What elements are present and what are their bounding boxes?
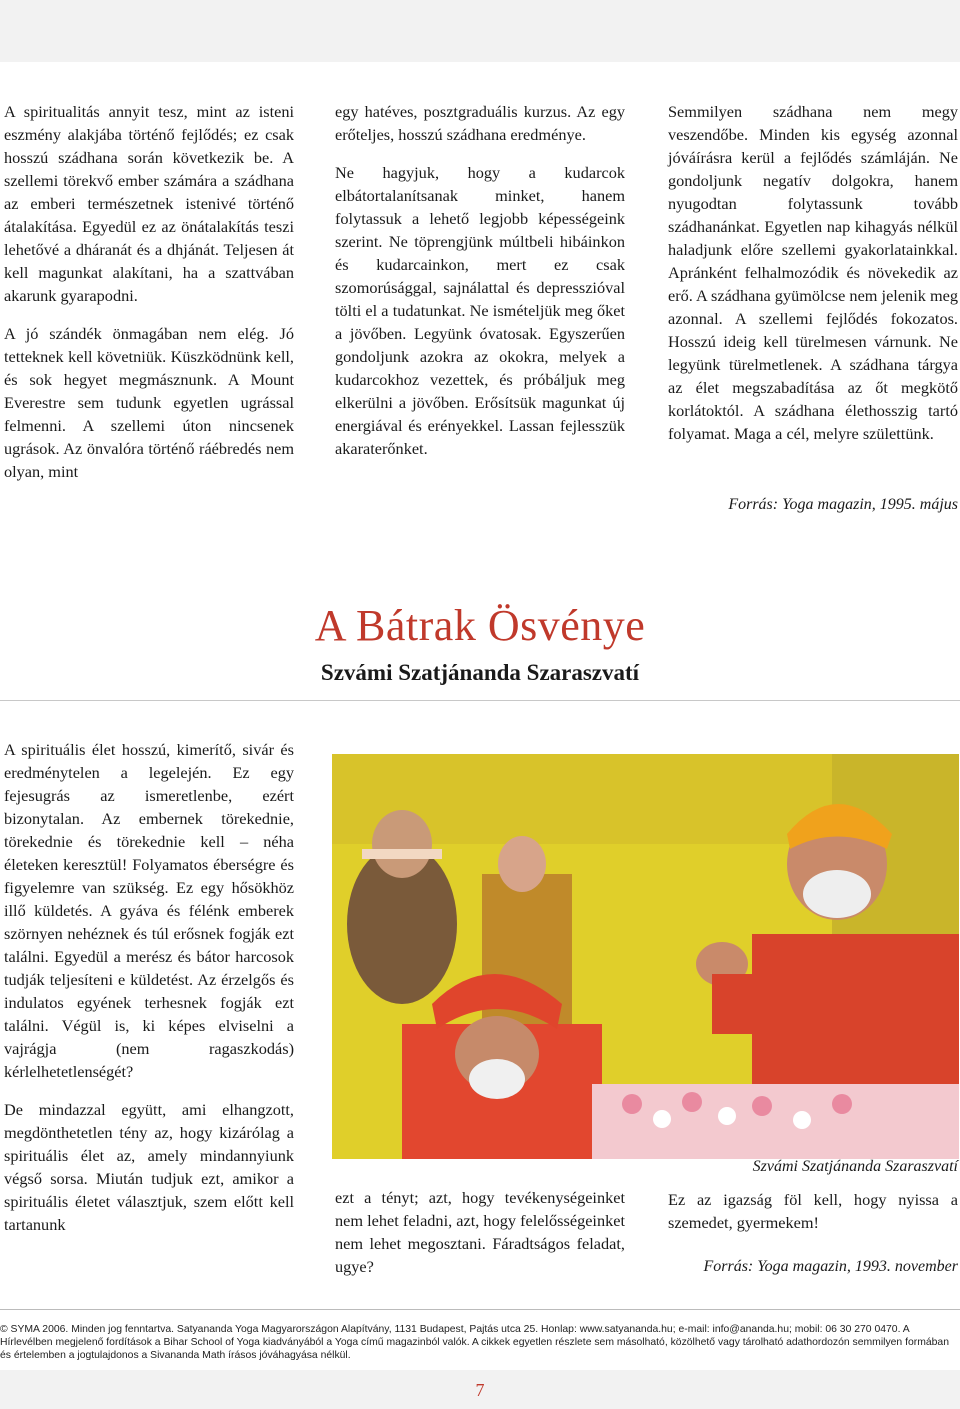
upper-col2-paragraph-1: egy hatéves, posztgraduális kurzus. Az egy erőteljes, hosszú szádhana eredménye.: [335, 102, 625, 144]
upper-column-2: [335, 100, 625, 475]
article-source-line: Forrás: Yoga magazin, 1993. november: [703, 1258, 958, 1275]
upper-source-line: Forrás: Yoga magazin, 1995. május: [728, 496, 958, 513]
upper-col1-paragraph-1: A spiritualitás annyit tesz, mint az isteni eszmény alakjába történő fejlődés; ez csak hosszú szádhana során következik be. A szellemi törekvő ember számára a szádhana az emberi természetnek istenivé történő átalakítása. Egyedül ez az önátalakítás teszi lehetővé a dháranát és a dhjánát. Teljesen át kell magunkat alakítani, ha a szattvában akarunk gyarapodni.: [4, 102, 294, 305]
page-number: 7: [475, 1380, 485, 1400]
upper-column-1: [4, 100, 294, 498]
footer-line-3: és értelemben a jogtulajdonos a Sivananda Math írásos jóváhagyása nélkül.: [0, 1350, 351, 1361]
footer: [0, 1323, 960, 1362]
upper-col3-paragraph-1: Semmilyen szádhana nem megy veszendőbe. Minden kis egység azonnal jóváírásra kerül a fejlődés számláján. Ne gondoljunk negatív dolgokra, hanem nyugodtan folytassunk tovább szádhanánkat. Egyetlen nap kihagyás nélkül haladjunk előre szellemi gyakorlatainkkal. Apránként felhalmozódik és növekedik az erő. A szádhana gyümölcse nem jelenik meg azonnal. A szellemi fejlődés fokozatos. Hosszú ideig kell türelmesen várnunk. Ne legyünk türelmetlenek. A szádhana tárgya az élet megszabadítása az őt megkötő korlátoktól. A szádhana élethosszig tartó folyamat. Maga a cél, melyre születtünk.: [668, 102, 958, 443]
upper-col1-paragraph-2: A jó szándék önmagában nem elég. Jó tetteknek kell követniük. Küszködnünk kell, és sok hegyet megmásznunk. A Mount Everestre sem tudunk egyetlen ugrással felmenni. A szellemi úton nincsenek ugrások. Az önvalóra történő ráébredés nem olyan, mint: [4, 324, 294, 481]
article-column-3: [668, 1188, 958, 1249]
footer-line-2: Hírlevélben megjelenő fordítások a Bihar School of Yoga kiadványából a Yoga című magazinból valók. A cikkek egyetlen részlete sem másolható, közölhető vagy tárolható adathordozón semmilyen formában: [0, 1337, 949, 1348]
footer-line-1: © SYMA 2006. Minden jog fenntartva. Satyananda Yoga Magyarországon Alapítvány, 1131 Budapest, Pajtás utca 25. Honlap: www.satyananda.hu; e-mail: info@ananda.hu; mobil: 06 30 270 0470. A: [0, 1324, 910, 1335]
top-margin-strip: [0, 0, 960, 62]
article-photo: [332, 754, 959, 1159]
title-divider: [0, 700, 960, 701]
article-col1-paragraph-2: De mindazzal együtt, ami elhangzott, megdönthetetlen tény az, hogy kizárólag a spirituális élet az, amely mindannyiunk végső sorsa. Miután tudjuk ezt, amikor a spirituális életet választjuk, szem előtt kell tartanunk: [4, 1100, 294, 1234]
article-col1-paragraph-1: A spirituális élet hosszú, kimerítő, sivár és eredménytelen a legelején. Ez egy fejesugrás az ismeretlenbe, ezért bizonytalan. Az embernek törekednie, törekednie és törekednie kell – néha életeken keresztül! Folyamatos éberségre és figyelemre van szükség. Ez egy hősökhöz illő küldetés. A gyáva és félénk emberek szörnyen nehéznek és túl erősnek fogják ezt találni. Egyedül a merész és bátor harcosok tudják teljesíteni e küldetést. Az érzelgős és indulatos egyének terhesnek fogják ezt találni. Végül is, ki képes elviselni a vajrágja (nem ragaszkodás) kérlelhetetlenségét?: [4, 740, 294, 1081]
footer-divider: [0, 1309, 960, 1310]
article-title: A Bátrak Ösvénye: [314, 601, 646, 650]
photo-caption: Szvámi Szatjánanda Szaraszvatí: [752, 1158, 958, 1175]
article-col3-paragraph-1: Ez az igazság föl kell, hogy nyissa a szemedet, gyermekem!: [668, 1190, 958, 1232]
article-col2-paragraph-1: ezt a tényt; azt, hogy tevékenységeinket nem lehet feladni, azt, hogy felelősségeinket nem lehet megosztani. Fáradtságos feladat, ugye?: [335, 1188, 625, 1276]
upper-column-3: [668, 100, 958, 460]
photo-illustration: [332, 754, 959, 1159]
article-column-1: [4, 738, 294, 1251]
article-author: Szvámi Szatjánanda Szaraszvatí: [320, 660, 640, 685]
article-column-2: [335, 1186, 625, 1293]
upper-col2-paragraph-2: Ne hagyjuk, hogy a kudarcok elbátortalanítsanak minket, hanem folytassuk a lehető legjobb képességeink szerint. Ne töprengjünk múltbeli hibáinkon és kudarcainkon, mert ez csak szomorúsággal, sajnálattal és depresszióval tölti el a tudatunkat. Ne ismételjük meg őket a jövőben. Legyünk óvatosak. Egyszerűen gondoljunk azokra az okokra, melyek a kudarcokhoz vezettek, és próbáljuk meg elkerülni a jövőben. Erősítsük magunkat új energiával és erényekkel. Lassan fejlesszük akaraterőnket.: [335, 163, 625, 458]
